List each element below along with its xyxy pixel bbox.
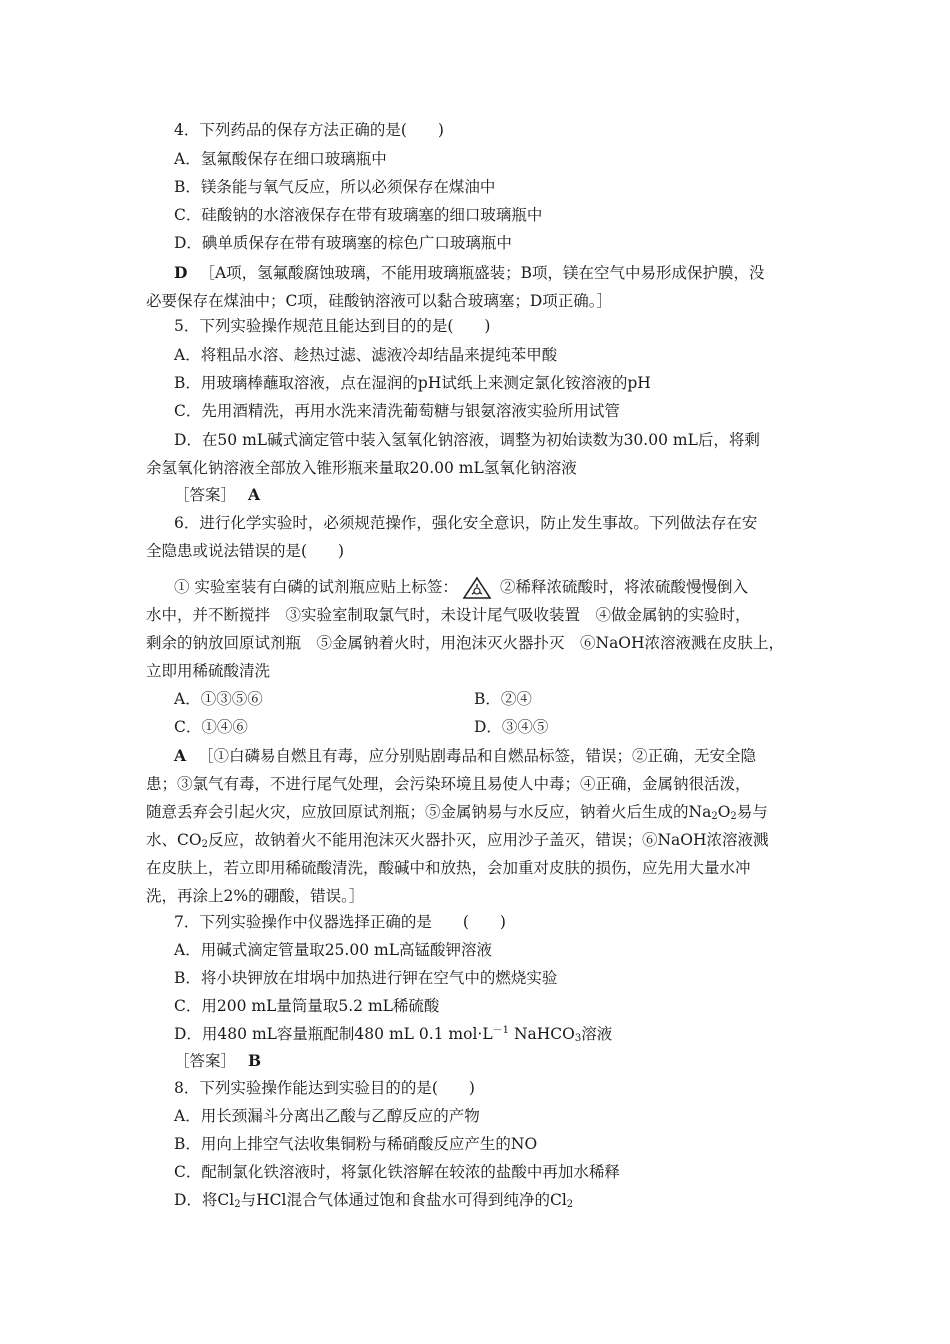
q6-items-line-2: 水中，并不断搅拌 ③实验室制取氯气时，未设计尾气吸收装置 ④做金属钠的实验时，	[146, 606, 751, 624]
q5-stem: 5．下列实验操作规范且能达到目的的是( )	[174, 317, 491, 335]
q6-explanation-line-4: 水、$CO_2$反应，故钠着火不能用泡沫灭火器扑灭，应用沙子盖灭，错误；⑥NaOH浓溶液溅	[146, 831, 769, 850]
q6-explanation-line-6: 洗，再涂上2%的硼酸，错误。］	[146, 887, 365, 905]
q6-items-line-1: ① 实验室装有白磷的试剂瓶应贴上标签： ②稀释浓硫酸时，将浓硫酸慢慢倒入	[174, 576, 748, 600]
q6-stem-line-2: 全隐患或说法错误的是( )	[146, 542, 345, 560]
q6-stem-line-1: 6．进行化学实验时，必须规范操作，强化安全意识，防止发生事故。下列做法存在安	[174, 514, 758, 532]
q8-option-a: A．用长颈漏斗分离出乙酸与乙醇反应的产物	[174, 1107, 480, 1125]
q6-explanation-line-2: 患；③氯气有毒，不进行尾气处理，会污染环境且易使人中毒；④正确，金属钠很活泼，	[146, 775, 751, 793]
q7-stem: 7．下列实验操作中仪器选择正确的是 ( )	[174, 913, 506, 931]
q6-option-c: C．①④⑥	[174, 718, 248, 736]
q8-option-b: B．用向上排空气法收集铜粉与稀硝酸反应产生的NO	[174, 1135, 538, 1153]
q7-option-b: B．将小块钾放在坩埚中加热进行钾在空气中的燃烧实验	[174, 969, 558, 987]
q4-explanation-line-2: 必要保存在煤油中；C项，硅酸钠溶液可以黏合玻璃塞；D项正确。］	[146, 292, 613, 310]
q6-option-d: D．③④⑤	[474, 718, 549, 736]
q4-stem: 4．下列药品的保存方法正确的是( )	[174, 121, 444, 139]
q4-option-c: C．硅酸钠的水溶液保存在带有玻璃塞的细口玻璃瓶中	[174, 206, 543, 224]
q4-option-b: B．镁条能与氧气反应，所以必须保存在煤油中	[174, 178, 496, 196]
q5-option-a: A．将粗品水溶、趁热过滤、滤液冷却结晶来提纯苯甲酸	[174, 346, 558, 364]
q5-answer: A	[248, 485, 261, 504]
q6-explanation-line-5: 在皮肤上，若立即用稀硫酸清洗，酸碱中和放热，会加重对皮肤的损伤，应先用大量水冲	[146, 859, 751, 877]
q7-answer: B	[248, 1051, 262, 1070]
hazard-warning-icon	[462, 576, 492, 600]
q6-explanation-line-3: 随意丢弃会引起火灾，应放回原试剂瓶；⑤金属钠易与水反应，钠着火后生成的$Na_2O_2$易与	[146, 803, 768, 822]
q6-option-a: A．①③⑤⑥	[174, 690, 263, 708]
q6-explanation-line-1: A ［①白磷易自燃且有毒，应分别贴剧毒品和自燃品标签，错误；②正确，无安全隐	[174, 746, 757, 765]
q5-option-b: B．用玻璃棒蘸取溶液，点在湿润的pH试纸上来测定氯化铵溶液的pH	[174, 374, 651, 392]
q5-option-c: C．先用酒精洗，再用水洗来清洗葡萄糖与银氨溶液实验所用试管	[174, 402, 620, 420]
q6-option-b: B．②④	[474, 690, 532, 708]
q7-answer-line	[174, 1050, 261, 1072]
q8-option-c: C．配制氯化铁溶液时，将氯化铁溶解在较浓的盐酸中再加水稀释	[174, 1163, 620, 1181]
q5-option-d-line-1: D．在50 mL碱式滴定管中装入氢氧化钠溶液，调整为初始读数为30.00 mL后，将剩	[174, 431, 760, 449]
q6-answer: A	[174, 746, 187, 765]
q7-option-c: C．用200 mL量筒量取5.2 mL稀硫酸	[174, 997, 440, 1015]
q5-answer-label: ［答案］	[174, 486, 237, 504]
q5-option-d-line-2: 余氢氧化钠溶液全部放入锥形瓶来量取20.00 mL氢氧化钠溶液	[146, 459, 577, 477]
q6-items-line-4: 立即用稀硫酸清洗	[146, 662, 271, 680]
q8-option-d: D．将$Cl_2$与HCl混合气体通过饱和食盐水可得到纯净的$Cl_2$	[174, 1191, 574, 1210]
q4-option-a: A．氢氟酸保存在细口玻璃瓶中	[174, 150, 387, 168]
q4-option-d: D．碘单质保存在带有玻璃塞的棕色广口玻璃瓶中	[174, 234, 512, 252]
q5-answer-line	[174, 484, 260, 506]
q8-stem: 8．下列实验操作能达到实验目的的是( )	[174, 1079, 475, 1097]
q7-option-d: D．用480 mL容量瓶配制480 mL 0.1 $mol\cdot L^{-1}$ NaHCO$_3$溶液	[174, 1025, 613, 1044]
q7-option-a: A．用碱式滴定管量取25.00 mL高锰酸钾溶液	[174, 941, 492, 959]
q6-items-line-3: 剩余的钠放回原试剂瓶 ⑤金属钠着火时，用泡沫灭火器扑灭 ⑥NaOH浓溶液溅在皮肤上，	[146, 634, 785, 652]
q4-explanation-line-1: D ［A项，氢氟酸腐蚀玻璃，不能用玻璃瓶盛装；B项，镁在空气中易形成保护膜，没	[174, 263, 765, 282]
q4-answer: D	[174, 263, 188, 282]
q7-answer-label: ［答案］	[174, 1052, 237, 1070]
